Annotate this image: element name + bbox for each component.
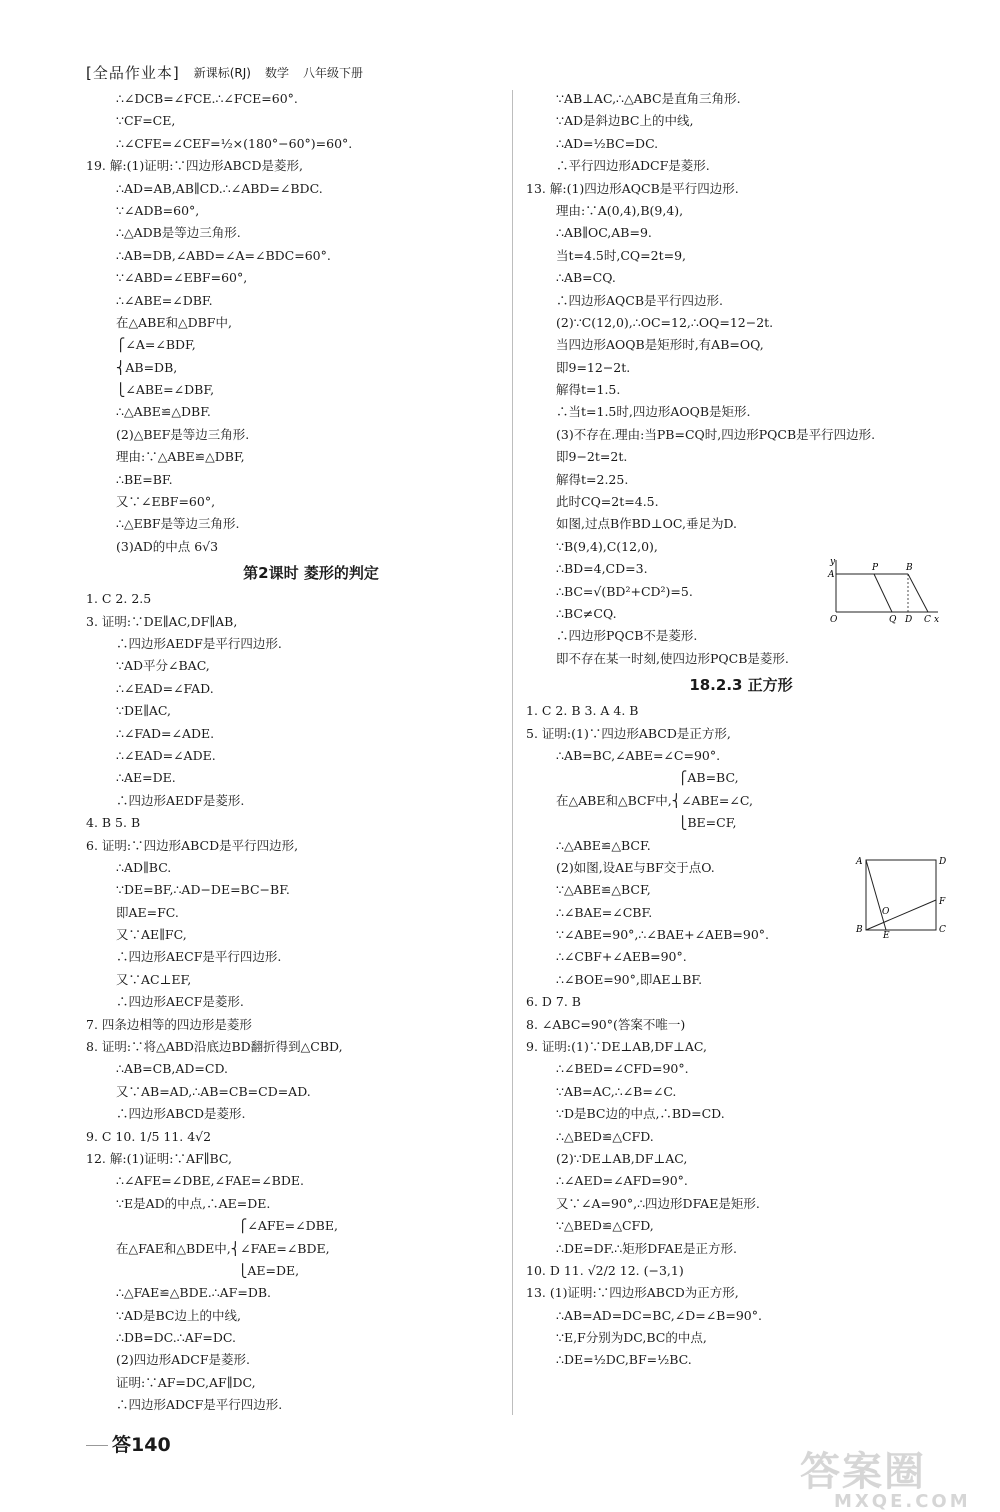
watermark-url: MXQE.COM [834, 1491, 971, 1512]
watermark [800, 1440, 971, 1512]
answer-line: ∵△ABE≌△BCF, [556, 882, 651, 898]
answer-line: ∴DE=DF.∴矩形DFAE是正方形. [556, 1240, 737, 1256]
answer-line: ∴BD=4,CD=3. [556, 561, 648, 577]
answer-line: 理由:∵△ABE≌△DBF, [116, 449, 245, 465]
answer-line: 解得t=2.25. [556, 471, 629, 487]
answer-line: ∴∠CBF+∠AEB=90°. [556, 949, 687, 965]
answer-line: ∴△BED≌△CFD. [556, 1128, 654, 1144]
fig2-label: B [856, 925, 863, 935]
answer-line: 13. 解:(1)四边形AQCB是平行四边形. [526, 180, 739, 196]
answer-line: 6. 证明:∵四边形ABCD是平行四边形, [86, 837, 299, 853]
answer-line: 在△ABE和△DBF中, [116, 314, 232, 330]
answer-line: ∴BC≠CQ. [556, 605, 617, 621]
answer-line: ∵E是AD的中点,∴AE=DE. [116, 1195, 271, 1211]
answer-line: 12. 解:(1)证明:∵AF∥BC, [86, 1150, 232, 1166]
fig1-label: O [830, 615, 838, 625]
fig1-label: x [934, 615, 940, 625]
answer-line: ⎩∠ABE=∠DBF, [116, 382, 215, 398]
section-heading: 18.2.3 正方形 [689, 676, 793, 695]
answer-line: 1. C 2. 2.5 [86, 591, 152, 607]
fig1-label: P [872, 563, 879, 573]
fig2-label: E [883, 931, 890, 938]
answer-line: 此时CQ=2t=4.5. [556, 494, 659, 510]
answer-line: ∵∠ABE=90°,∴∠BAE+∠AEB=90°. [556, 927, 770, 943]
answer-line: 3. 证明:∵DE∥AC,DF∥AB, [86, 613, 238, 629]
answer-line: 4. B 5. B [86, 815, 141, 831]
answer-line: ∴∠DCB=∠FCE.∴∠FCE=60°. [116, 91, 298, 106]
answer-line: ∴∠BAE=∠CBF. [556, 904, 653, 920]
fig1-label: B [906, 563, 913, 573]
subject-label: 数学 [264, 65, 289, 80]
answer-line: ∴四边形AQCB是平行四边形. [556, 292, 723, 308]
fig2-label: F [939, 897, 946, 907]
answer-line: 19. 解:(1)证明:∵四边形ABCD是菱形, [86, 158, 303, 174]
fig2-label: C [939, 925, 946, 935]
answer-line: (2)∵DE⊥AB,DF⊥AC, [556, 1150, 688, 1166]
left-column [86, 88, 536, 1417]
answer-line: 当t=4.5时,CQ=2t=9, [556, 247, 687, 263]
answer-line: ∴∠AFE=∠DBE,∠FAE=∠BDE. [116, 1173, 304, 1189]
answer-line: ∴△FAE≌△BDE.∴AF=DB. [116, 1285, 272, 1301]
answer-line: ∵AB⊥AC,∴△ABC是直角三角形. [556, 91, 741, 106]
answer-line: 1. C 2. B 3. A 4. B [526, 703, 639, 719]
fig2-label: D [939, 857, 947, 867]
answer-line: ∴AB∥OC,AB=9. [556, 225, 652, 241]
answer-line: ∴△ABE≌△DBF. [116, 404, 211, 420]
fig2-label: A [856, 857, 863, 867]
answer-line: 当四边形AOQB是矩形时,有AB=OQ, [556, 337, 764, 353]
answer-line: ∴AB=DB,∠ABD=∠A=∠BDC=60°. [116, 247, 331, 263]
answer-line: ∴当t=1.5时,四边形AOQB是矩形. [556, 404, 751, 420]
square-figure [852, 852, 952, 938]
answer-line: ∴四边形AECF是菱形. [116, 994, 244, 1010]
answer-line: ∴四边形ADCF是平行四边形. [116, 1397, 283, 1413]
answer-line: 8. ∠ABC=90°(答案不唯一) [526, 1016, 686, 1032]
answer-line: ⎧∠AFE=∠DBE, [238, 1218, 338, 1234]
answer-line: 又∵∠A=90°,∴四边形DFAE是矩形. [556, 1195, 760, 1211]
answer-line: ∴∠AED=∠AFD=90°. [556, 1173, 688, 1189]
answer-line: 又∵AC⊥EF, [116, 971, 192, 987]
answer-line: ∴∠BOE=90°,即AE⊥BF. [556, 971, 703, 987]
fig2-label: O [882, 907, 890, 917]
answer-line: 9. 证明:(1)∵DE⊥AB,DF⊥AC, [526, 1039, 707, 1055]
answer-line: ∴四边形AECF是平行四边形. [116, 949, 282, 965]
answer-line: ∵D是BC边的中点,∴BD=CD. [556, 1106, 725, 1122]
right-column [526, 88, 956, 1372]
answer-line: (3)不存在.理由:当PB=CQ时,四边形PQCB是平行四边形. [556, 426, 876, 442]
answer-line: ∵AD是BC边上的中线, [116, 1307, 241, 1323]
answer-line: ∵△BED≌△CFD, [556, 1218, 654, 1234]
answer-line: ∵AB=AC,∴∠B=∠C. [556, 1083, 677, 1099]
page-header [86, 60, 363, 84]
answer-line: 6. D 7. B [526, 994, 581, 1010]
answer-line: 证明:∵AF=DC,AF∥DC, [116, 1374, 256, 1390]
coordinate-figure [826, 556, 946, 626]
grade-label: 八年级下册 [302, 65, 363, 80]
answer-line: ∵AD是斜边BC上的中线, [556, 113, 694, 129]
answer-line: ∵CF=CE, [116, 113, 176, 129]
answer-line: 即9=12−2t. [556, 359, 631, 375]
answer-line: ∴△ABE≌△BCF. [556, 837, 651, 853]
fig1-label: y [830, 557, 836, 567]
answer-line: ∵∠ABD=∠EBF=60°, [116, 270, 248, 286]
answer-line: ∴∠EAD=∠FAD. [116, 680, 214, 696]
answer-line: ∴四边形PQCB不是菱形. [556, 628, 698, 644]
edition-label: 新课标(RJ) [193, 65, 251, 80]
answer-line: ∴∠EAD=∠ADE. [116, 747, 216, 763]
answer-line: (3)AD的中点 6√3 [116, 538, 219, 554]
answer-line: ∴四边形AEDF是平行四边形. [116, 635, 282, 651]
page-number: 答140 [86, 1430, 171, 1457]
answer-line: (2)如图,设AE与BF交于点O. [556, 859, 715, 875]
answer-line: 在△FAE和△BDE中,⎨∠FAE=∠BDE, [116, 1240, 330, 1256]
answer-line: ⎨AB=DB, [116, 359, 178, 375]
answer-line: 10. D 11. √2/2 12. (−3,1) [526, 1262, 684, 1278]
answer-line: 8. 证明:∵将△ABD沿底边BD翻折得到△CBD, [86, 1039, 343, 1055]
answer-line: ∴DB=DC.∴AF=DC. [116, 1330, 236, 1346]
answer-line: 又∵AB=AD,∴AB=CB=CD=AD. [116, 1083, 311, 1099]
answer-line: ∴AB=CQ. [556, 270, 616, 286]
answer-line: ∴∠ABE=∠DBF. [116, 292, 213, 308]
answer-line: ∵E,F分别为DC,BC的中点, [556, 1330, 707, 1346]
answer-line: ∵∠ADB=60°, [116, 202, 200, 218]
answer-line: 5. 证明:(1)∵四边形ABCD是正方形, [526, 725, 731, 741]
answer-line: ∴AB=BC,∠ABE=∠C=90°. [556, 747, 721, 763]
answer-line: ∴∠FAD=∠ADE. [116, 725, 215, 741]
answer-line: ∴AB=AD=DC=BC,∠D=∠B=90°. [556, 1307, 762, 1323]
answer-line: 在△ABE和△BCF中,⎨∠ABE=∠C, [556, 792, 753, 808]
answer-line: ∵DE∥AC, [116, 703, 171, 719]
answer-line: ∴∠BED=∠CFD=90°. [556, 1061, 689, 1077]
answer-line: 即AE=FC. [116, 904, 179, 920]
answer-line: ∴△EBF是等边三角形. [116, 516, 240, 532]
answer-line: ∵AD平分∠BAC, [116, 658, 210, 674]
answer-line: (2)△BEF是等边三角形. [116, 426, 250, 442]
answer-line: 解得t=1.5. [556, 382, 621, 398]
answer-line: ∴平行四边形ADCF是菱形. [556, 158, 710, 174]
fig1-label: Q [889, 615, 897, 625]
section-heading: 第2课时 菱形的判定 [243, 564, 379, 583]
answer-line: 又∵AE∥FC, [116, 927, 187, 943]
answer-line: 如图,过点B作BD⊥OC,垂足为D. [556, 516, 738, 532]
answer-line: 7. 四条边相等的四边形是菱形 [86, 1016, 252, 1032]
answer-line: 13. (1)证明:∵四边形ABCD为正方形, [526, 1285, 739, 1301]
answer-line: 9. C 10. 1/5 11. 4√2 [86, 1128, 212, 1144]
answer-line: ⎧∠A=∠BDF, [116, 337, 196, 353]
answer-line: 又∵∠EBF=60°, [116, 494, 216, 510]
answer-line: ∴∠CFE=∠CEF=½×(180°−60°)=60°. [116, 135, 353, 151]
answer-line: (2)∵C(12,0),∴OC=12,∴OQ=12−2t. [556, 314, 774, 330]
answer-line: ⎧AB=BC, [678, 770, 739, 786]
fig1-label: C [924, 615, 931, 625]
answer-line: 即9−2t=2t. [556, 449, 628, 465]
answer-line: (2)四边形ADCF是菱形. [116, 1352, 250, 1368]
watermark-title: 答案圈 [800, 1449, 926, 1495]
answer-line: ⎩BE=CF, [678, 815, 737, 831]
answer-line: ⎩AE=DE, [238, 1262, 300, 1278]
answer-line: ∴AB=CB,AD=CD. [116, 1061, 228, 1077]
answer-line: 即不存在某一时刻,使四边形PQCB是菱形. [556, 650, 789, 666]
answer-line: ∴DE=½DC,BF=½BC. [556, 1352, 692, 1368]
fig1-label: A [828, 570, 835, 580]
answer-line: ∵DE=BF,∴AD−DE=BC−BF. [116, 882, 290, 898]
answer-line: ∴AD=½BC=DC. [556, 135, 659, 151]
answer-line: ∴BE=BF. [116, 471, 173, 487]
answer-line: ∴AD∥BC. [116, 859, 172, 875]
answer-line: 理由:∵A(0,4),B(9,4), [556, 202, 684, 218]
answer-line: ∴BC=√(BD²+CD²)=5. [556, 583, 693, 599]
fig1-label: D [905, 615, 913, 625]
answer-line: ∴AE=DE. [116, 770, 176, 786]
book-brand: [全品作业本] [86, 63, 180, 82]
answer-line: ∴四边形AEDF是菱形. [116, 792, 245, 808]
answer-line: ∴四边形ABCD是菱形. [116, 1106, 246, 1122]
answer-line: ∴AD=AB,AB∥CD.∴∠ABD=∠BDC. [116, 180, 323, 196]
answer-line: ∴△ADB是等边三角形. [116, 225, 241, 241]
answer-line: ∵B(9,4),C(12,0), [556, 538, 658, 554]
